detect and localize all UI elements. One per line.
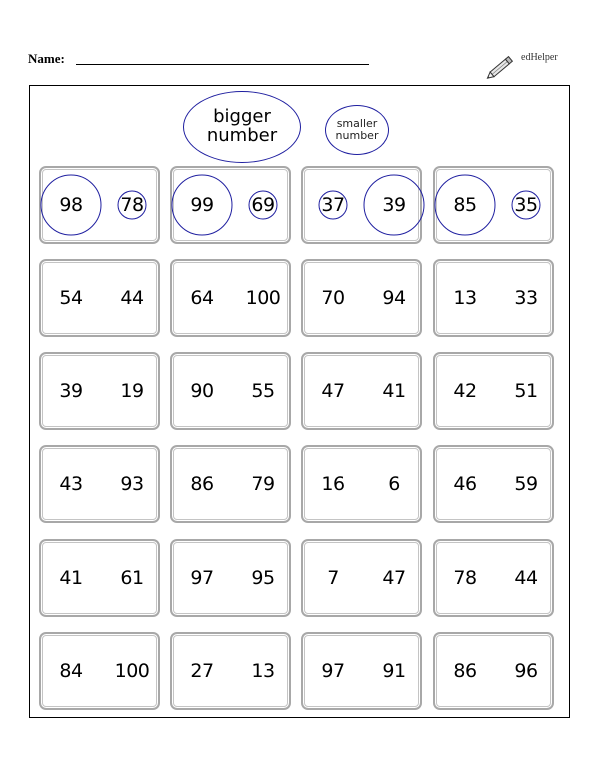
number-pair-card[interactable] (433, 445, 554, 523)
number-left: 54 (59, 287, 83, 309)
number-pair-card[interactable] (433, 539, 554, 617)
number-pair-card[interactable] (433, 632, 554, 710)
number-right: 96 (514, 660, 538, 682)
legend-bigger-line2: number (206, 125, 278, 146)
number-right: 91 (382, 660, 406, 682)
number-left: 90 (190, 380, 214, 402)
legend-bigger-number (183, 91, 301, 163)
number-pair-card[interactable] (301, 445, 422, 523)
number-left: 16 (321, 473, 345, 495)
number-right: 100 (245, 287, 281, 309)
number-right: 41 (382, 380, 406, 402)
number-left: 7 (327, 567, 339, 589)
number-right: 61 (120, 567, 144, 589)
number-pair-card[interactable] (39, 445, 160, 523)
legend-smaller-number (325, 105, 389, 155)
number-left: 39 (59, 380, 83, 402)
number-left: 47 (321, 380, 345, 402)
legend-smaller-line2: number (335, 129, 379, 142)
pencil-icon (486, 51, 518, 81)
number-pair-card[interactable] (301, 352, 422, 430)
number-left: 70 (321, 287, 345, 309)
number-right: 79 (251, 473, 275, 495)
number-pair-card[interactable] (39, 632, 160, 710)
number-right: 39 (382, 194, 406, 216)
number-left: 37 (321, 194, 345, 216)
number-right: 6 (388, 473, 400, 495)
number-pair-card[interactable] (433, 166, 554, 244)
number-right: 51 (514, 380, 538, 402)
number-left: 85 (453, 194, 477, 216)
number-pair-card[interactable] (433, 352, 554, 430)
number-left: 27 (190, 660, 214, 682)
number-pair-card[interactable] (301, 632, 422, 710)
number-left: 41 (59, 567, 83, 589)
number-pair-card[interactable] (170, 632, 291, 710)
number-right: 19 (120, 380, 144, 402)
brand-label: edHelper (521, 52, 558, 63)
number-left: 86 (190, 473, 214, 495)
number-right: 13 (251, 660, 275, 682)
number-left: 46 (453, 473, 477, 495)
number-pair-card[interactable] (170, 259, 291, 337)
number-right: 55 (251, 380, 275, 402)
number-right: 59 (514, 473, 538, 495)
number-right: 95 (251, 567, 275, 589)
number-pair-card[interactable] (39, 259, 160, 337)
number-pair-card[interactable] (170, 166, 291, 244)
number-left: 84 (59, 660, 83, 682)
number-left: 13 (453, 287, 477, 309)
number-right: 44 (120, 287, 144, 309)
number-left: 97 (190, 567, 214, 589)
number-left: 86 (453, 660, 477, 682)
number-pair-card[interactable] (301, 166, 422, 244)
number-left: 98 (59, 194, 83, 216)
number-left: 42 (453, 380, 477, 402)
number-pair-card[interactable] (301, 259, 422, 337)
number-pair-card[interactable] (39, 166, 160, 244)
number-left: 99 (190, 194, 214, 216)
legend-smaller-line1: smaller (336, 117, 378, 131)
number-right: 35 (514, 194, 538, 216)
number-right: 69 (251, 194, 275, 216)
number-pair-card[interactable] (433, 259, 554, 337)
number-pair-card[interactable] (170, 445, 291, 523)
number-right: 100 (114, 660, 150, 682)
number-pair-card[interactable] (170, 539, 291, 617)
name-input-line[interactable] (76, 64, 369, 65)
number-pair-card[interactable] (301, 539, 422, 617)
number-pair-card[interactable] (39, 352, 160, 430)
number-left: 97 (321, 660, 345, 682)
number-left: 43 (59, 473, 83, 495)
number-right: 44 (514, 567, 538, 589)
name-label: Name: (28, 51, 65, 66)
number-right: 93 (120, 473, 144, 495)
number-pair-card[interactable] (39, 539, 160, 617)
number-right: 47 (382, 567, 406, 589)
number-left: 64 (190, 287, 214, 309)
legend-bigger-line1: bigger (213, 106, 271, 128)
number-right: 33 (514, 287, 538, 309)
number-left: 78 (453, 567, 477, 589)
number-pair-card[interactable] (170, 352, 291, 430)
number-right: 94 (382, 287, 406, 309)
number-right: 78 (120, 194, 144, 216)
